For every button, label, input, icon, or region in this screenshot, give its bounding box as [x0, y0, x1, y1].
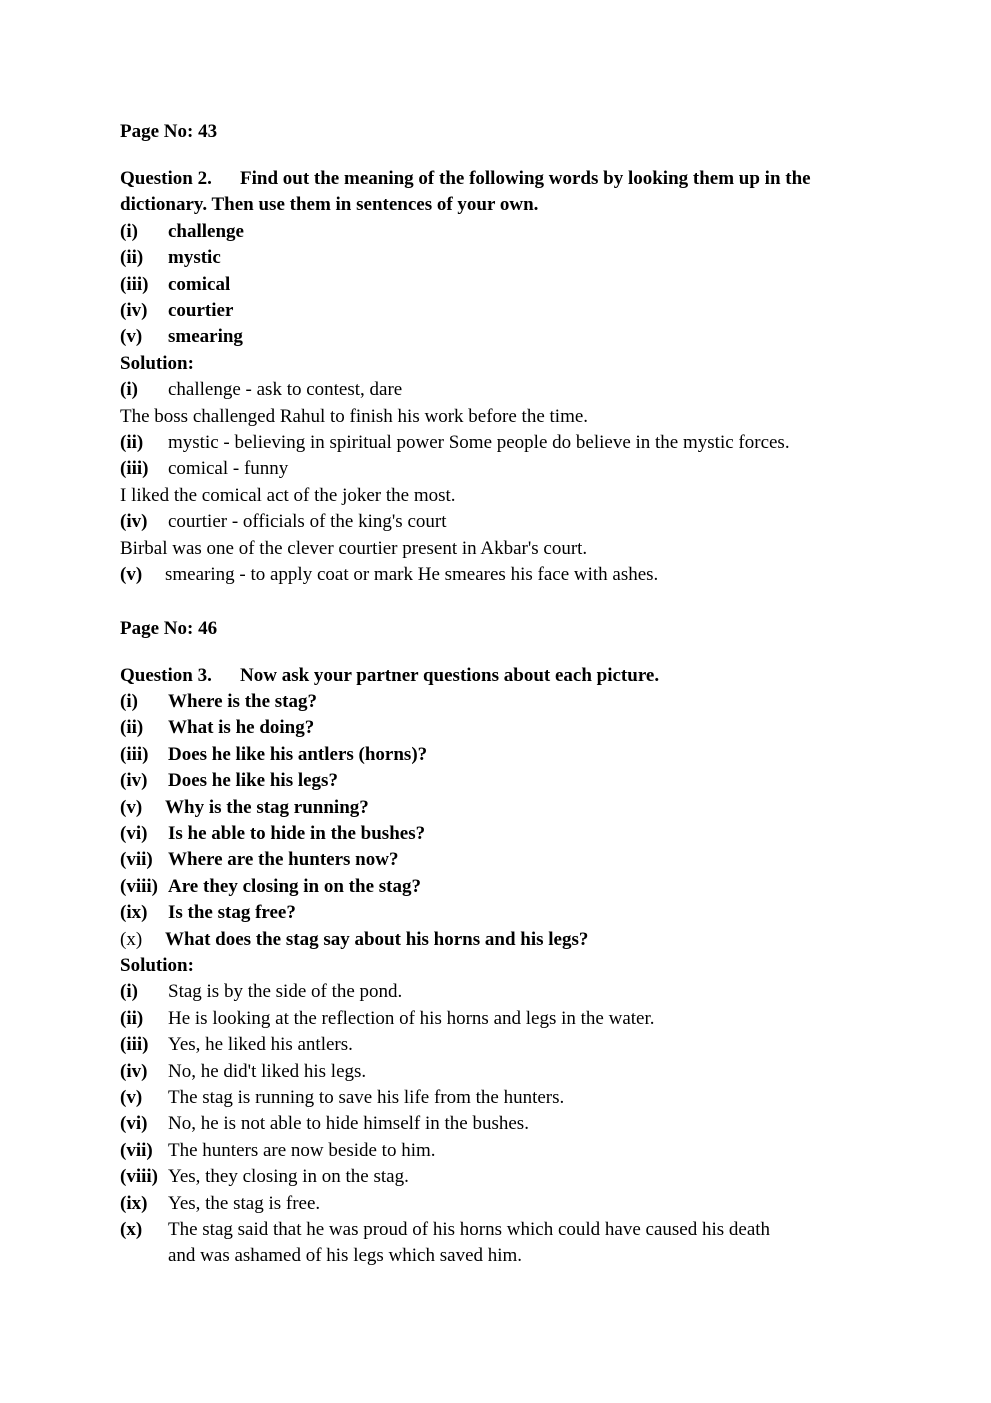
list-item: [120, 795, 900, 821]
answer-text: No, he is not able to hide himself in the bushes.: [168, 1113, 529, 1135]
answer-text: No, he did't liked his legs.: [168, 1060, 367, 1082]
list-item: [120, 768, 900, 794]
list-item: [120, 298, 900, 324]
answer-continuation: and was ashamed of his legs which saved him.: [168, 1245, 523, 1267]
question-text: Now ask your partner questions about each picture.: [240, 664, 660, 686]
answer-number: (iii): [120, 458, 149, 480]
answer-number: (ii): [120, 432, 144, 454]
list-item: [120, 689, 900, 715]
item-text: Is the stag free?: [168, 902, 296, 924]
answer-item: [120, 1059, 900, 1085]
question-list: [120, 689, 900, 953]
list-item: [120, 272, 900, 298]
answer-text: Yes, the stag is free.: [168, 1192, 321, 1214]
item-text: mystic: [168, 247, 221, 269]
answer-text: challenge - ask to contest, dare: [168, 379, 403, 401]
answer-item: [120, 430, 900, 456]
item-number: (v): [120, 326, 143, 348]
answer-text: He is looking at the reflection of his horns and legs in the water.: [168, 1007, 655, 1029]
question-label: Question 2.: [120, 168, 212, 189]
answer-item: [120, 562, 900, 588]
item-text: Are they closing in on the stag?: [168, 875, 421, 897]
answer-item: [120, 509, 900, 535]
list-item: [120, 245, 900, 271]
item-text: Where are the hunters now?: [168, 849, 399, 871]
item-text: courtier: [168, 300, 234, 322]
answer-sentence: The boss challenged Rahul to finish his work before the time.: [120, 405, 589, 427]
item-number: (i): [120, 220, 138, 242]
answer-item: [120, 1138, 900, 1164]
answer-item: [120, 1085, 900, 1111]
list-item: [120, 927, 900, 953]
list-item: [120, 742, 900, 768]
list-item: [120, 874, 900, 900]
solution-label: Solution:: [120, 954, 194, 976]
answer-text: The stag said that he was proud of his horns which could have caused his death: [168, 1219, 771, 1241]
answer-text: The stag is running to save his life from the hunters.: [168, 1087, 565, 1108]
question-label: Question 3.: [120, 664, 212, 686]
answer-number: (v): [120, 564, 143, 586]
answer-sentence: I liked the comical act of the joker the most.: [120, 484, 456, 506]
answer-item: [120, 377, 900, 403]
item-text: Does he like his legs?: [168, 770, 338, 792]
question-text: Find out the meaning of the following words by looking them up in the dictionary. Then use them in sentences of your own.: [120, 168, 811, 216]
list-item: [120, 219, 900, 245]
answer-item: [120, 1111, 900, 1137]
item-text: Where is the stag?: [168, 690, 317, 712]
answer-number: (iii): [120, 1034, 149, 1056]
item-number: (ii): [120, 717, 144, 739]
answer-text: Yes, he liked his antlers.: [168, 1034, 353, 1056]
answer-number: (vi): [120, 1113, 148, 1135]
answer-text: smearing - to apply coat or mark He smeares his face with ashes.: [165, 564, 659, 586]
answer-item: [120, 1006, 900, 1032]
answer-text: Stag is by the side of the pond.: [168, 981, 403, 1003]
item-text: comical: [168, 273, 231, 295]
answer-item: [120, 979, 900, 1005]
page-number-heading: Page No: 46: [120, 617, 218, 639]
answer-sentence: Birbal was one of the clever courtier present in Akbar's court.: [120, 537, 588, 559]
item-text: What is he doing?: [168, 717, 315, 739]
item-number: (ix): [120, 902, 148, 924]
answer-number: (iv): [120, 511, 148, 533]
solution-label: Solution:: [120, 352, 194, 374]
answer-text: mystic - believing in spiritual power Some people do believe in the mystic forces.: [168, 432, 790, 454]
answer-number: (ii): [120, 1007, 144, 1029]
answer-number: (viii): [120, 1166, 158, 1188]
item-text: challenge: [168, 220, 244, 242]
answer-item: [120, 1032, 900, 1058]
list-item: [120, 847, 900, 873]
answer-number: (v): [120, 1087, 143, 1108]
list-item: [120, 900, 900, 926]
question-heading: [120, 166, 900, 219]
item-number: (vii): [120, 849, 153, 871]
question-heading: [120, 663, 900, 689]
page-number-heading: Page No: 43: [120, 121, 218, 142]
answer-list: [120, 377, 900, 588]
item-number: (iv): [120, 770, 148, 792]
word-list: [120, 219, 900, 351]
answer-item: [120, 1164, 900, 1190]
item-number: (x): [120, 928, 143, 950]
item-text: Why is the stag running?: [165, 796, 369, 818]
answer-item: [120, 456, 900, 482]
list-item: [120, 715, 900, 741]
answer-item: [120, 1217, 900, 1243]
answer-number: (i): [120, 379, 138, 401]
answer-number: (x): [120, 1219, 143, 1241]
answer-item: [120, 1191, 900, 1217]
answer-number: (iv): [120, 1060, 148, 1082]
item-number: (iii): [120, 743, 149, 765]
item-number: (vi): [120, 822, 148, 844]
item-number: (i): [120, 690, 138, 712]
item-text: Does he like his antlers (horns)?: [168, 743, 428, 765]
item-text: Is he able to hide in the bushes?: [168, 822, 426, 844]
answer-text: comical - funny: [168, 458, 289, 480]
document-page: [120, 119, 900, 1270]
answer-text: courtier - officials of the king's court: [168, 511, 447, 533]
item-number: (iii): [120, 273, 149, 295]
item-number: (ii): [120, 247, 144, 269]
answer-list: [120, 979, 900, 1269]
item-number: (iv): [120, 300, 148, 322]
answer-text: Yes, they closing in on the stag.: [168, 1166, 409, 1188]
answer-number: (ix): [120, 1192, 148, 1214]
list-item: [120, 821, 900, 847]
list-item: [120, 324, 900, 350]
answer-text: The hunters are now beside to him.: [168, 1139, 436, 1161]
item-number: (v): [120, 796, 143, 818]
item-text: smearing: [168, 326, 243, 348]
answer-number: (vii): [120, 1139, 153, 1161]
answer-number: (i): [120, 981, 138, 1003]
item-text: What does the stag say about his horns and his legs?: [165, 928, 589, 950]
item-number: (viii): [120, 875, 158, 897]
